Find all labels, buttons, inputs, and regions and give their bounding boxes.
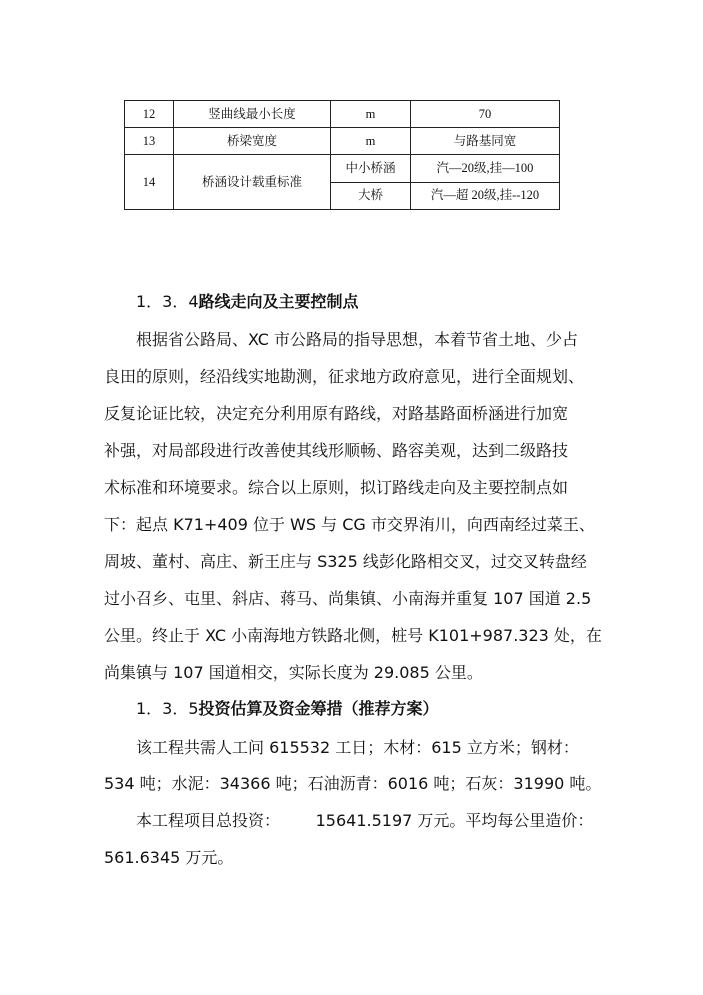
cell-unit: 大桥 bbox=[331, 182, 411, 210]
paragraph-line: 该工程共需人工问 615532 工日；木材：615 立方米；钢材： bbox=[136, 738, 579, 757]
paragraph-line: 良田的原则，经沿线实地勘测，征求地方政府意见，进行全面规划、 bbox=[104, 367, 585, 386]
paragraph-line: 补强，对局部段进行改善使其线形顺畅、路容美观，达到二级路技 bbox=[104, 441, 569, 460]
section-134-title: 路线走向及主要控制点 bbox=[198, 292, 359, 311]
section-135-number: 1．3．5 bbox=[136, 699, 199, 718]
paragraph-line: 561.6345 万元。 bbox=[104, 848, 234, 867]
cell-value: 汽—超 20级,挂--120 bbox=[411, 182, 560, 210]
paragraph-line: 过小召乡、屯里、斜店、蒋马、尚集镇、小南海并重复 107 国道 2.5 bbox=[104, 589, 592, 608]
cell-no: 12 bbox=[125, 101, 174, 128]
table-row bbox=[125, 128, 560, 155]
spec-table bbox=[124, 100, 560, 210]
paragraph-line: 根据省公路局、XC 市公路局的指导思想，本着节省土地、少占 bbox=[136, 330, 579, 349]
cell-unit: m bbox=[331, 101, 411, 128]
cell-value: 与路基同宽 bbox=[411, 128, 560, 155]
paragraph-line: 术标准和环境要求。综合以上原则，拟订路线走向及主要控制点如 bbox=[104, 478, 569, 497]
cell-no: 14 bbox=[125, 155, 174, 210]
table-row bbox=[125, 155, 560, 183]
paragraph-line: 公里。终止于 XC 小南海地方铁路北侧，桩号 K101+987.323 处，在 bbox=[104, 626, 602, 645]
paragraph-line: 反复论证比较，决定充分利用原有路线，对路基路面桥涵进行加宽 bbox=[104, 404, 569, 423]
section-134-heading bbox=[136, 292, 359, 312]
paragraph-line: 534 吨；水泥：34366 吨；石油沥青：6016 吨；石灰：31990 吨。 bbox=[104, 774, 602, 793]
section-135-title: 投资估算及资金筹措（推荐方案） bbox=[198, 699, 439, 718]
section-134-number: 1．3．4 bbox=[136, 292, 199, 311]
cell-unit: m bbox=[331, 128, 411, 155]
paragraph-line: 下：起点 K71+409 位于 WS 与 CG 市交界洧川，向西南经过菜王、 bbox=[104, 515, 595, 534]
cell-value: 70 bbox=[411, 101, 560, 128]
cell-unit: 中小桥涵 bbox=[331, 155, 411, 183]
cell-value: 汽—20级,挂—100 bbox=[411, 155, 560, 183]
table-row bbox=[125, 101, 560, 128]
cell-no: 13 bbox=[125, 128, 174, 155]
cell-item: 竖曲线最小长度 bbox=[174, 101, 331, 128]
cell-item: 桥梁宽度 bbox=[174, 128, 331, 155]
paragraph-line: 周坡、董村、高庄、新王庄与 S325 线彭化路相交叉，过交叉转盘经 bbox=[104, 552, 587, 571]
paragraph-line: 尚集镇与 107 国道相交，实际长度为 29.085 公里。 bbox=[104, 663, 483, 682]
section-135-heading bbox=[136, 699, 439, 719]
paragraph-line: 本工程项目总投资： 15641.5197 万元。平均每公里造价： bbox=[136, 811, 594, 830]
cell-item: 桥涵设计载重标准 bbox=[174, 155, 331, 210]
